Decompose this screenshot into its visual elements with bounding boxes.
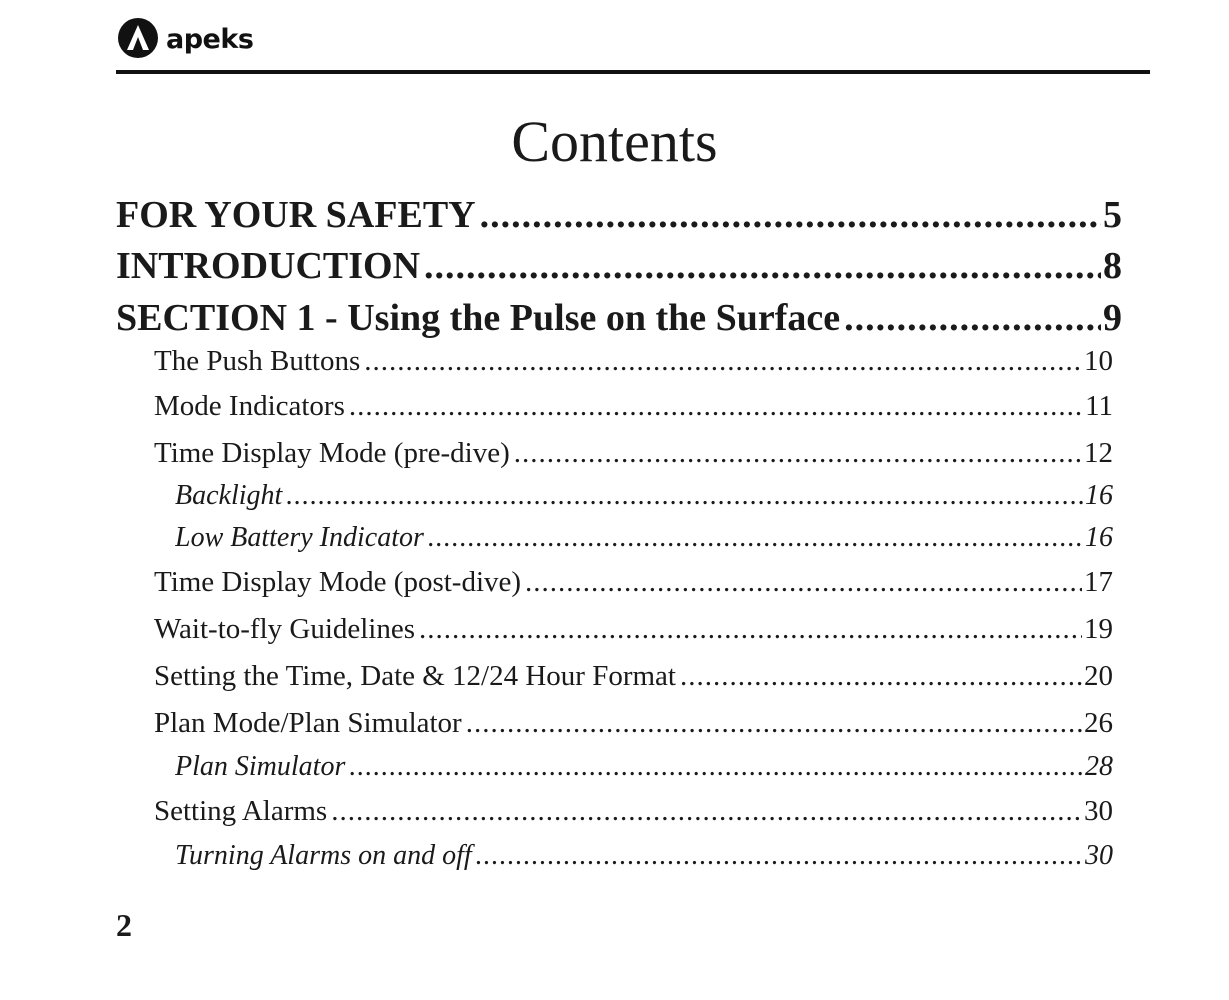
toc-leader-dots [428,520,1083,556]
toc-leader-dots [286,478,1083,514]
toc-entry-page: 5 [1103,194,1122,236]
toc-leader-dots [514,434,1082,472]
toc-entry-push-buttons [154,342,1113,380]
toc-entry-page: 20 [1084,660,1113,692]
toc-entry-page: 12 [1084,437,1113,469]
toc-leader-dots [466,704,1082,742]
toc-entry-label: SECTION 1 - Using the Pulse on the Surface [116,297,841,339]
toc-entry-page: 16 [1085,480,1113,511]
toc-entry-backlight [175,478,1113,514]
toc-entry-label: Mode Indicators [154,390,345,422]
toc-entry-page: 9 [1103,297,1122,339]
page-title: Contents [511,109,718,174]
toc-entry-time-display-pre-dive [154,434,1113,472]
toc-leader-dots [349,749,1083,785]
toc-entry-plan-simulator [175,749,1113,785]
toc-entry-low-battery-indicator [175,520,1113,556]
toc-entry-page: 17 [1084,566,1113,598]
toc-leader-dots [349,387,1083,425]
toc-entry-label: Wait-to-fly Guidelines [154,613,416,645]
toc-leader-dots [525,563,1082,601]
toc-leader-dots [844,295,1101,341]
toc-entry-page: 30 [1085,840,1113,871]
toc-entry-label: Low Battery Indicator [175,522,424,553]
toc-entry-label: FOR YOUR SAFETY [116,194,476,236]
toc-leader-dots [331,792,1082,830]
toc-entry-mode-indicators [154,387,1113,425]
toc-entry-plan-mode [154,704,1113,742]
toc-entry-label: INTRODUCTION [116,245,421,287]
toc-entry-page: 19 [1084,613,1113,645]
toc-entry-introduction [116,243,1122,289]
toc-entry-setting-time-date [154,657,1113,695]
toc-entry-for-your-safety [116,192,1122,238]
toc-leader-dots [424,243,1101,289]
toc-entry-page: 30 [1084,795,1113,827]
toc-entry-page: 10 [1084,345,1113,377]
toc-entry-label: Backlight [175,480,283,511]
toc-entry-page: 16 [1085,522,1113,553]
toc-leader-dots [680,657,1082,695]
toc-entry-time-display-post-dive [154,563,1113,601]
toc-leader-dots [419,610,1082,648]
toc-leader-dots [480,192,1101,238]
toc-leader-dots [364,342,1082,380]
toc-entry-wait-to-fly [154,610,1113,648]
toc-entry-section-1 [116,295,1122,341]
toc-entry-page: 8 [1103,245,1122,287]
brand-name: apeks [166,23,254,55]
toc-entry-label: Turning Alarms on and off [175,840,472,871]
toc-entry-page: 28 [1085,751,1113,782]
toc-entry-label: Time Display Mode (pre-dive) [154,437,510,469]
toc-entry-label: Setting Alarms [154,795,328,827]
toc-entry-label: Setting the Time, Date & 12/24 Hour Format [154,660,676,692]
toc-entry-page: 26 [1084,707,1113,739]
toc-entry-setting-alarms [154,792,1113,830]
toc-leader-dots [476,838,1083,874]
toc-entry-label: The Push Buttons [154,345,361,377]
footer-page-number: 2 [116,907,132,943]
toc-entry-turning-alarms [175,838,1113,874]
toc-entry-label: Plan Simulator [175,751,346,782]
toc-entry-page: 11 [1085,390,1113,422]
toc-entry-label: Time Display Mode (post-dive) [154,566,522,598]
toc-entry-label: Plan Mode/Plan Simulator [154,707,462,739]
